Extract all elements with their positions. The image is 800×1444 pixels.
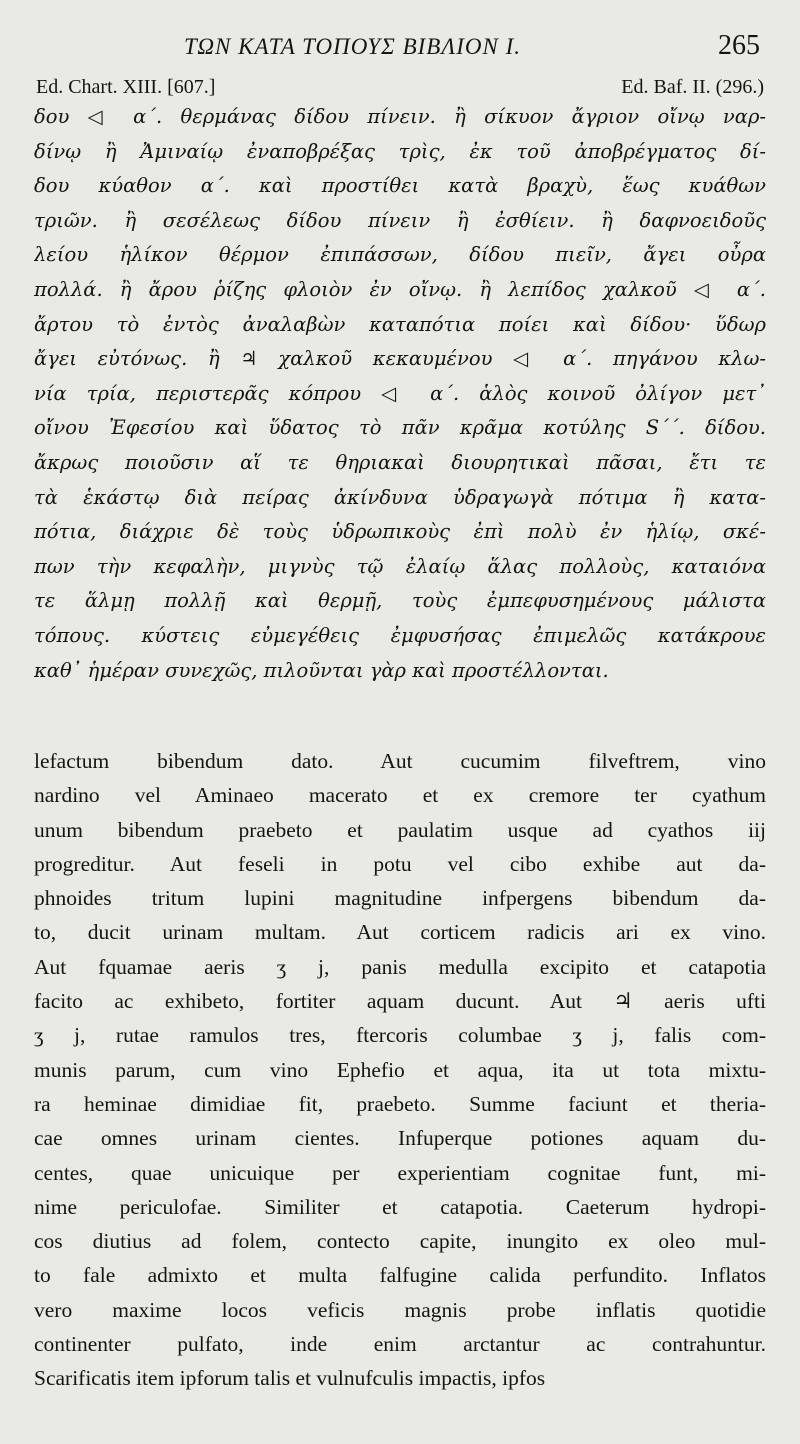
latin-text-line: facito ac exhibeto, fortiter aquam ducunt. Aut ♃ aeris ufti <box>34 989 766 1014</box>
greek-text-line: δου ◁ α΄. θερμάνας δίδου πίνειν. ἢ σίκυον ἄγριον οἴνῳ ναρ- <box>34 105 766 128</box>
latin-text-line: continenter pulfato, inde enim arctantur ac contrahuntur. <box>34 1332 766 1357</box>
greek-text-line: ἄρτου τὸ ἐντὸς ἀναλαβὼν καταπότια ποίει καὶ δίδου· ὕδωρ <box>34 312 766 336</box>
greek-text-line: ἄκρως ποιοῦσιν αἵ τε θηριακαὶ διουρητικαὶ πᾶσαι, ἔτι τε <box>34 450 766 474</box>
latin-text-line: progreditur. Aut feseli in potu vel cibo exhibe aut da- <box>34 851 766 876</box>
latin-text-line: ʒ j, rutae ramulos tres, ftercoris columbae ʒ j, falis com- <box>34 1023 766 1048</box>
latin-text-line: to fale admixto et multa falfugine calida perfundito. Inflatos <box>34 1263 766 1288</box>
greek-text-line: τε ἅλμῃ πολλῇ καὶ θερμῇ, τοὺς ἐμπεφυσημένους μάλιστα <box>34 589 766 613</box>
greek-text-line: πότια, διάχριε δὲ τοὺς ὑδρωπικοὺς ἐπὶ πολὺ ἐν ἡλίῳ, σκέ- <box>34 520 766 544</box>
latin-text-line: ra heminae dimidiae fit, praebeto. Summe faciunt et theria- <box>34 1091 766 1116</box>
latin-text-block <box>34 744 766 1396</box>
greek-text-line: τὰ ἑκάστῳ διὰ πείρας ἀκίνδυνα ὑδραγωγὰ πότιμα ἢ κατα- <box>34 485 766 509</box>
greek-text-line: δίνῳ ἢ Ἀμιναίῳ ἐναποβρέξας τρὶς, ἐκ τοῦ ἀποβρέγματος δί- <box>34 139 766 163</box>
greek-text-line: νία τρία, περιστερᾶς κόπρου ◁ α΄. ἁλὸς κοινοῦ ὀλίγον μετ᾿ <box>34 381 766 405</box>
greek-text-line: καθ᾿ ἡμέραν συνεχῶς, πιλοῦνται γὰρ καὶ προστέλλονται. <box>34 658 609 682</box>
greek-text-line: οἴνου Ἐφεσίου καὶ ὕδατος τὸ πᾶν κρᾶμα κοτύλης S΄΄. δίδου. <box>34 416 766 440</box>
greek-text-line: τόπους. κύστεις εὐμεγέθεις ἐμφυσήσας ἐπιμελῶς κατάκρουε <box>34 623 766 647</box>
latin-text-line: nime periculofae. Similiter et catapotia. Caeterum hydropi- <box>34 1194 766 1219</box>
running-head <box>34 30 766 64</box>
latin-text-line: vero maxime locos veficis magnis probe inflatis quotidie <box>34 1297 766 1322</box>
edition-ref-basel: Ed. Baf. II. (296.) <box>621 76 764 98</box>
edition-ref-chartier: Ed. Chart. XIII. [607.] <box>36 76 216 98</box>
latin-text-line: centes, quae unicuique per experientiam cognitae funt, mi- <box>34 1160 766 1185</box>
latin-text-line: phnoides tritum lupini magnitudine infpergens bibendum da- <box>34 886 766 911</box>
latin-text-line: lefactum bibendum dato. Aut cucumim filveftrem, vino <box>34 749 766 773</box>
latin-text-line: cos diutius ad folem, contecto capite, inungito ex oleo mul- <box>34 1229 766 1254</box>
latin-text-line: Scarificatis item ipforum talis et vulnufculis impactis, ipfos <box>34 1366 546 1391</box>
page-number: 265 <box>718 30 760 61</box>
latin-text-line: Aut fquamae aeris ʒ j, panis medulla excipito et catapotia <box>34 954 766 979</box>
greek-text-line: λείου ἡλίκον θέρμον ἐπιπάσσων, δίδου πιεῖν, ἄγει οὖρα <box>34 243 766 267</box>
greek-text-line: πολλά. ἢ ἄρου ῥίζης φλοιὸν ἐν οἴνῳ. ἢ λεπίδος χαλκοῦ ◁ α΄. <box>34 277 766 301</box>
greek-text-block <box>34 100 766 688</box>
edition-references <box>36 76 764 102</box>
greek-text-line: ἄγει εὐτόνως. ἢ ♃ χαλκοῦ κεκαυμένου ◁ α΄. πηγάνου κλω- <box>34 347 766 371</box>
latin-text-line: cae omnes urinam cientes. Infuperque potiones aquam du- <box>34 1126 766 1151</box>
latin-text-line: unum bibendum praebeto et paulatim usque ad cyathos iij <box>34 817 766 842</box>
greek-text-line: δου κύαθον α΄. καὶ προστίθει κατὰ βραχὺ, ἕως κυάθων <box>34 174 766 198</box>
latin-text-line: munis parum, cum vino Ephefio et aqua, ita ut tota mixtu- <box>34 1057 766 1082</box>
greek-text-line: τριῶν. ἢ σεσέλεως δίδου πίνειν ἢ ἐσθίειν. ἢ δαφνοειδοῦς <box>34 208 766 232</box>
running-title: ΤΩΝ ΚΑΤΑ ΤΟΠΟΥΣ ΒΙΒΛΙΟΝ I. <box>184 34 521 59</box>
latin-text-line: nardino vel Aminaeo macerato et ex cremore ter cyathum <box>34 783 766 808</box>
latin-text-line: to, ducit urinam multam. Aut corticem radicis ari ex vino. <box>34 920 766 945</box>
greek-text-line: πων τὴν κεφαλὴν, μιγνὺς τῷ ἐλαίῳ ἅλας πολλοὺς, καταιόνα <box>34 554 766 578</box>
